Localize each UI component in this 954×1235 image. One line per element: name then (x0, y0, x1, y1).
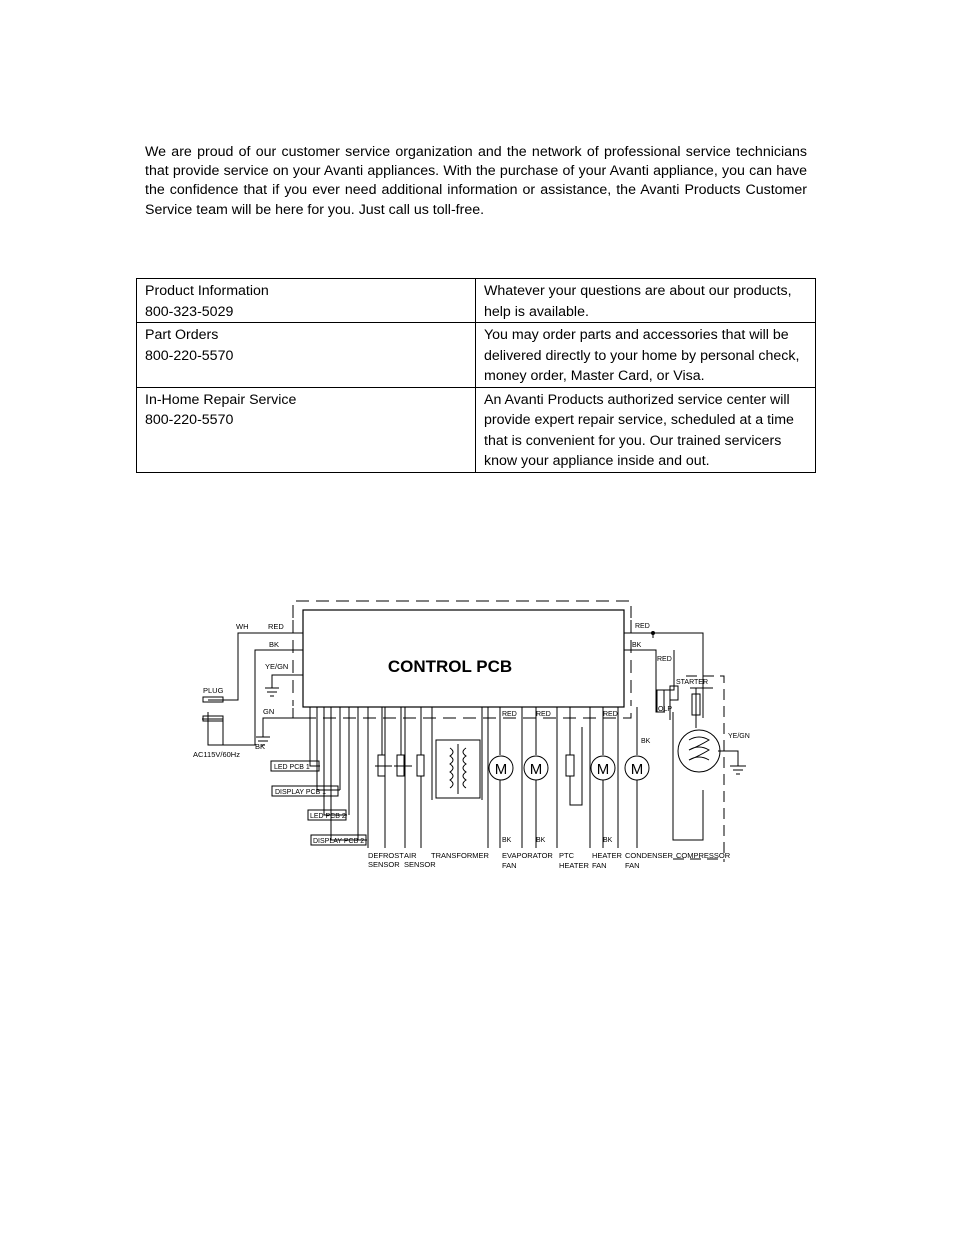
component-label: FAN (502, 861, 517, 870)
plug-label: PLUG (203, 686, 224, 695)
wire-label-bk: BK (255, 742, 266, 751)
wire-label-red: RED (657, 656, 672, 663)
load-wires (488, 707, 637, 848)
component-label: FAN (592, 861, 607, 870)
connector-label: DISPLAY PCB 2 (313, 838, 365, 845)
component-label: HEATER (592, 851, 622, 860)
wire-label-red: RED (268, 622, 284, 631)
connector-label: LED PCB 2 (310, 813, 346, 820)
component-label: SENSOR (404, 860, 436, 869)
service-phone: 800-220-5570 (145, 412, 234, 428)
intro-paragraph: We are proud of our customer service organization and the network of professional service technicians that provide service on your Avanti appliances. With the purchase of your Avanti appliance, you can have the confidence that if you ever need additional information or assistance, the Avanti Products Customer Service team will be here for you. Just call us toll-free. (145, 144, 807, 218)
wire-label-bk: BK (632, 642, 642, 649)
compressor-coil-icon (689, 737, 709, 760)
olp-label: OLP (658, 706, 673, 713)
transformer-icon (432, 707, 482, 800)
wire-label-gn: GN (263, 707, 275, 716)
supply-label: AC115V/60Hz (193, 750, 240, 759)
service-description: An Avanti Products authorized service center will provide expert repair service, scheduled at a time that is convenient for you. Our trained servicers know your appliance inside and out. (476, 387, 816, 472)
sensor-resistor-icon (417, 755, 424, 776)
component-label: SENSOR (368, 860, 400, 869)
wire-label-red: RED (502, 711, 517, 718)
compressor-icon (678, 730, 720, 772)
wire-label-bk: BK (536, 837, 546, 844)
component-label: HEATER (559, 861, 589, 870)
service-phone: 800-220-5570 (145, 347, 234, 364)
wire-label-bk: BK (603, 837, 613, 844)
sensor-wires (368, 707, 421, 848)
component-label: AIR (404, 851, 417, 860)
control-pcb-label: CONTROL PCB (387, 657, 513, 676)
wire-label-yegn: YE/GN (728, 733, 750, 740)
wire-label-bk: BK (269, 640, 280, 649)
service-name: Product Information (145, 283, 269, 299)
component-label: DEFROST (368, 851, 404, 860)
wire-label-red: RED (635, 623, 650, 630)
motor-symbol: M (630, 761, 644, 778)
wire-label-yegn: YE/GN (265, 662, 289, 671)
motor-symbol: M (529, 761, 543, 778)
wire-label-red: RED (603, 711, 618, 718)
wire-label-red: RED (536, 711, 551, 718)
component-label: FAN (625, 861, 640, 870)
connector-label: LED PCB 1 (274, 764, 310, 771)
service-description: You may order parts and accessories that will be delivered directly to your home by personal check, money order, Master Card, or Visa. (476, 323, 816, 388)
starter-label: STARTER (676, 679, 709, 686)
component-label: TRANSFORMER (431, 851, 489, 860)
motor-symbol: M (596, 761, 610, 778)
component-label: EVAPORATOR (502, 851, 553, 860)
component-label: COMPRESSOR (676, 851, 731, 860)
wire-label-bk: BK (641, 738, 651, 745)
compressor-enclosure (673, 676, 724, 862)
wire-label-wh: WH (236, 622, 249, 631)
service-phone: 800-323-5029 (145, 303, 234, 320)
motor-symbol: M (494, 761, 508, 778)
wire-label-bk: BK (502, 837, 512, 844)
connector-label: DISPLAY PCB 1 (275, 789, 327, 796)
component-label: PTC (559, 851, 574, 860)
service-description: Whatever your questions are about our products, help is available. (476, 279, 816, 323)
service-name: Part Orders (145, 327, 219, 343)
component-label: CONDENSER (625, 851, 673, 860)
service-name: In-Home Repair Service (145, 391, 297, 408)
ptc-heater-icon (566, 755, 574, 776)
